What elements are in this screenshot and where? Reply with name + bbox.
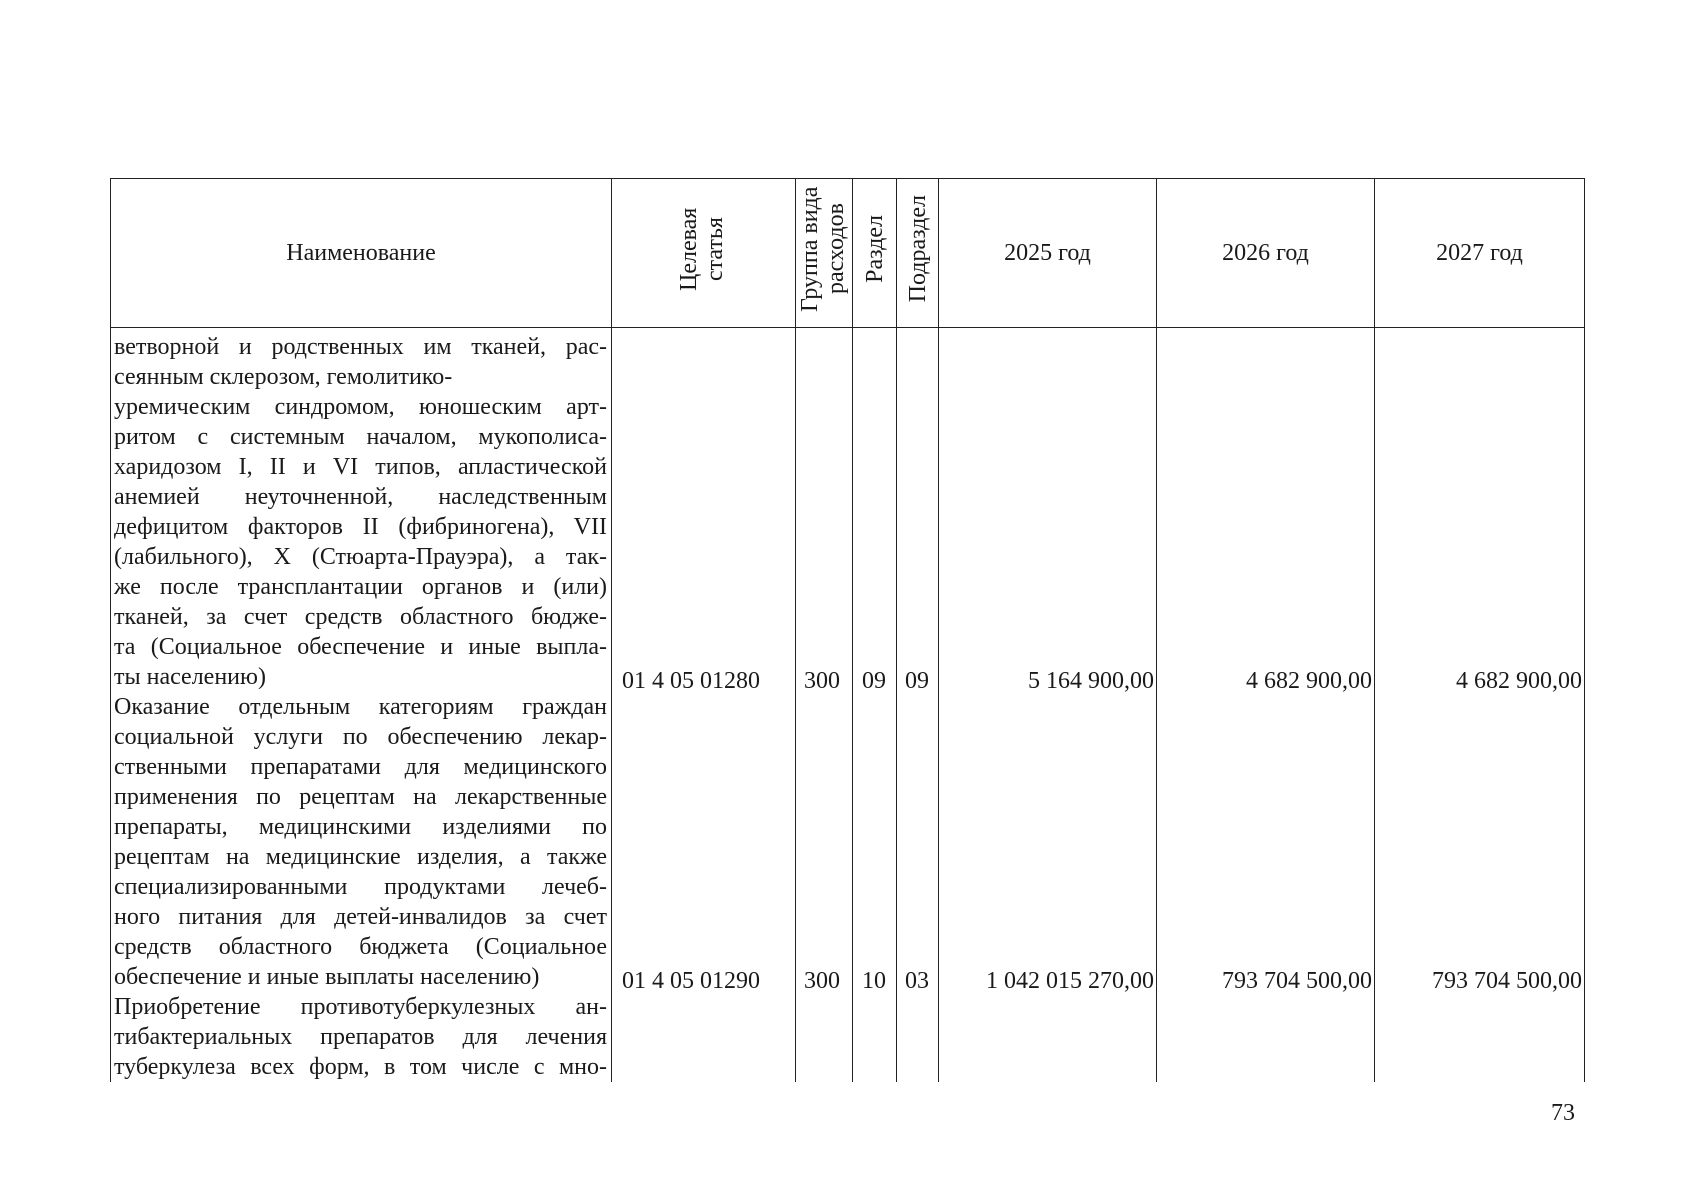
row2-subsection: 03 (905, 968, 929, 994)
row2-line: специализированными продуктами лечеб- (114, 874, 607, 900)
row2-target-article: 01 4 05 01290 (622, 968, 760, 994)
row2-section: 10 (862, 968, 886, 994)
row1-line: ритом с системным началом, мукополиса- (114, 424, 607, 450)
header-subsection: Подраздел (897, 179, 939, 328)
row2-line: ного питания для детей-инвалидов за счет (114, 904, 607, 930)
row1-line: анемией неуточненной, наследственным (114, 484, 607, 510)
row3-line: туберкулеза всех форм, в том числе с мно- (114, 1054, 607, 1080)
row2-2026: 793 704 500,00 (1222, 968, 1372, 994)
row1-line: та (Социальное обеспечение и иные выпла- (114, 634, 607, 660)
cell-name (111, 328, 612, 1083)
row2-line: обеспечение и иные выплаты населению) (114, 964, 540, 990)
row1-2026: 4 682 900,00 (1246, 668, 1372, 694)
header-2027: 2027 год (1375, 179, 1585, 328)
row2-2027: 793 704 500,00 (1432, 968, 1582, 994)
row1-line: уремическим синдромом, юношеским арт- (114, 394, 607, 420)
table-row (111, 328, 1585, 1083)
row1-line: дефицитом факторов II (фибриногена), VII (114, 514, 607, 540)
row-name-text (111, 328, 611, 1082)
row2-line: средств областного бюджета (Социальное (114, 934, 607, 960)
row2-line: ственными препаратами для медицинского (114, 754, 607, 780)
row1-target-article: 01 4 05 01280 (622, 668, 760, 694)
row1-line: ты населению) (114, 664, 266, 690)
row3-line: тибактериальных препаратов для лечения (114, 1024, 607, 1050)
cell-2026 (1157, 328, 1375, 1083)
header-section: Раздел (853, 179, 897, 328)
budget-table (110, 178, 1585, 1082)
row2-line: Оказание отдельным категориям граждан (114, 694, 607, 720)
header-target-article: Целевая статья (612, 179, 796, 328)
row1-2027: 4 682 900,00 (1456, 668, 1582, 694)
row2-line: рецептам на медицинские изделия, а также (114, 844, 607, 870)
row1-line: тканей, за счет средств областного бюдже- (114, 604, 607, 630)
row1-section: 09 (862, 668, 886, 694)
cell-2025 (939, 328, 1157, 1083)
row1-expense-group: 300 (804, 668, 840, 694)
header-2025: 2025 год (939, 179, 1157, 328)
row2-line: препараты, медицинскими изделиями по (114, 814, 607, 840)
row1-line: харидозом I, II и VI типов, апластической (114, 454, 607, 480)
row2-line: применения по рецептам на лекарственные (114, 784, 607, 810)
header-expense-group: Группа вида расходов (796, 179, 853, 328)
row1-line: сеянным склерозом, гемолитико- (114, 364, 453, 390)
row2-line: социальной услуги по обеспечению лекар- (114, 724, 607, 750)
header-row (111, 179, 1585, 328)
row2-2025: 1 042 015 270,00 (986, 968, 1154, 994)
header-2026: 2026 год (1157, 179, 1375, 328)
page-number: 73 (1551, 1100, 1575, 1126)
row1-line: (лабильного), X (Стюарта-Прауэра), а так- (114, 544, 607, 570)
header-name: Наименование (111, 179, 612, 328)
cell-expense-group (796, 328, 853, 1083)
cell-section (853, 328, 897, 1083)
row1-line: же после трансплантации органов и (или) (114, 574, 607, 600)
row1-2025: 5 164 900,00 (1028, 668, 1154, 694)
cell-target-article (612, 328, 796, 1083)
row2-expense-group: 300 (804, 968, 840, 994)
row1-subsection: 09 (905, 668, 929, 694)
cell-2027 (1375, 328, 1585, 1083)
row1-line: ветворной и родственных им тканей, рас- (114, 334, 607, 360)
cell-subsection (897, 328, 939, 1083)
row3-line: Приобретение противотуберкулезных ан- (114, 994, 607, 1020)
